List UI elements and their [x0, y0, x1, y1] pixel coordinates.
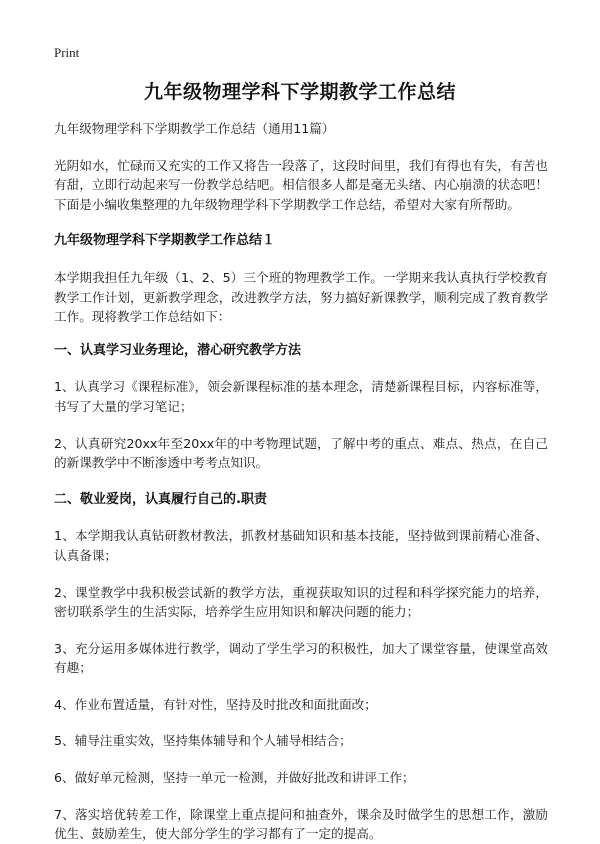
- part-1-item-2: 2、认真研究20xx年至20xx年的中考物理试题，了解中考的重点、难点、热点，在自己的新课教学中不断渗透中考考点知识。: [54, 435, 548, 471]
- part-1-heading: 一、认真学习业务理论，潜心研究教学方法: [54, 342, 302, 358]
- part-2-item-4: 4、作业布置适量，有针对性，坚持及时批改和面批面改；: [54, 696, 377, 712]
- print-link[interactable]: Print: [54, 45, 80, 60]
- part-2-heading: 二、敬业爱岗，认真履行自己的.职责: [54, 491, 267, 507]
- part-2-item-5: 5、辅导注重实效，坚持集体辅导和个人辅导相结合；: [54, 733, 352, 749]
- intro-paragraph: 光阴如水，忙碌而又充实的工作又将告一段落了，这段时间里，我们有得也有失，有苦也有甜，立即行动起来写一份教学总结吧。相信很多人都是毫无头绪、内心崩溃的状态吧！下面是小编收集整理的九年级物理学科下学期教学工作总结，希望对大家有所帮助。: [54, 157, 548, 212]
- part-2-item-2: 2、课堂教学中我积极尝试新的教学方法，重视获取知识的过程和科学探究能力的培养，密切联系学生的生活实际，培养学生应用知识和解决问题的能力；: [54, 584, 548, 620]
- part-2-item-6: 6、做好单元检测，坚持一单元一检测，并做好批改和讲评工作；: [54, 770, 415, 786]
- section-1-intro-paragraph: 本学期我担任九年级（1、2、5）三个班的物理教学工作。一学期来我认真执行学校教育教学工作计划，更新教学理念，改进教学方法，努力搞好新课教学，顺利完成了教育教学工作。现将教学工作总结如下：: [54, 269, 548, 325]
- section-1-heading: 九年级物理学科下学期教学工作总结１: [54, 233, 276, 249]
- article-body: [54, 119, 548, 844]
- part-2-item-3: 3、充分运用多媒体进行教学，调动了学生学习的积极性，加大了课堂容量，使课堂高效有趣；: [54, 640, 548, 676]
- part-2-item-1: 1、本学期我认真钻研教材教法，抓教材基础知识和基本技能，坚持做到课前精心准备、认真备课；: [54, 528, 548, 563]
- part-1-item-1: 1、认真学习《课程标准》，领会新课程标准的基本理念，清楚新课程目标，内容标准等，书写了大量的学习笔记；: [54, 379, 548, 414]
- page-title: 九年级物理学科下学期教学工作总结: [143, 81, 456, 103]
- subtitle: 九年级物理学科下学期教学工作总结（通用11篇）: [54, 121, 335, 136]
- part-2-item-7: 7、落实培优转差工作，除课堂上重点提问和抽查外，课余及时做学生的思想工作，激励优生、鼓励差生，使大部分学生的学习都有了一定的提高。: [54, 806, 548, 842]
